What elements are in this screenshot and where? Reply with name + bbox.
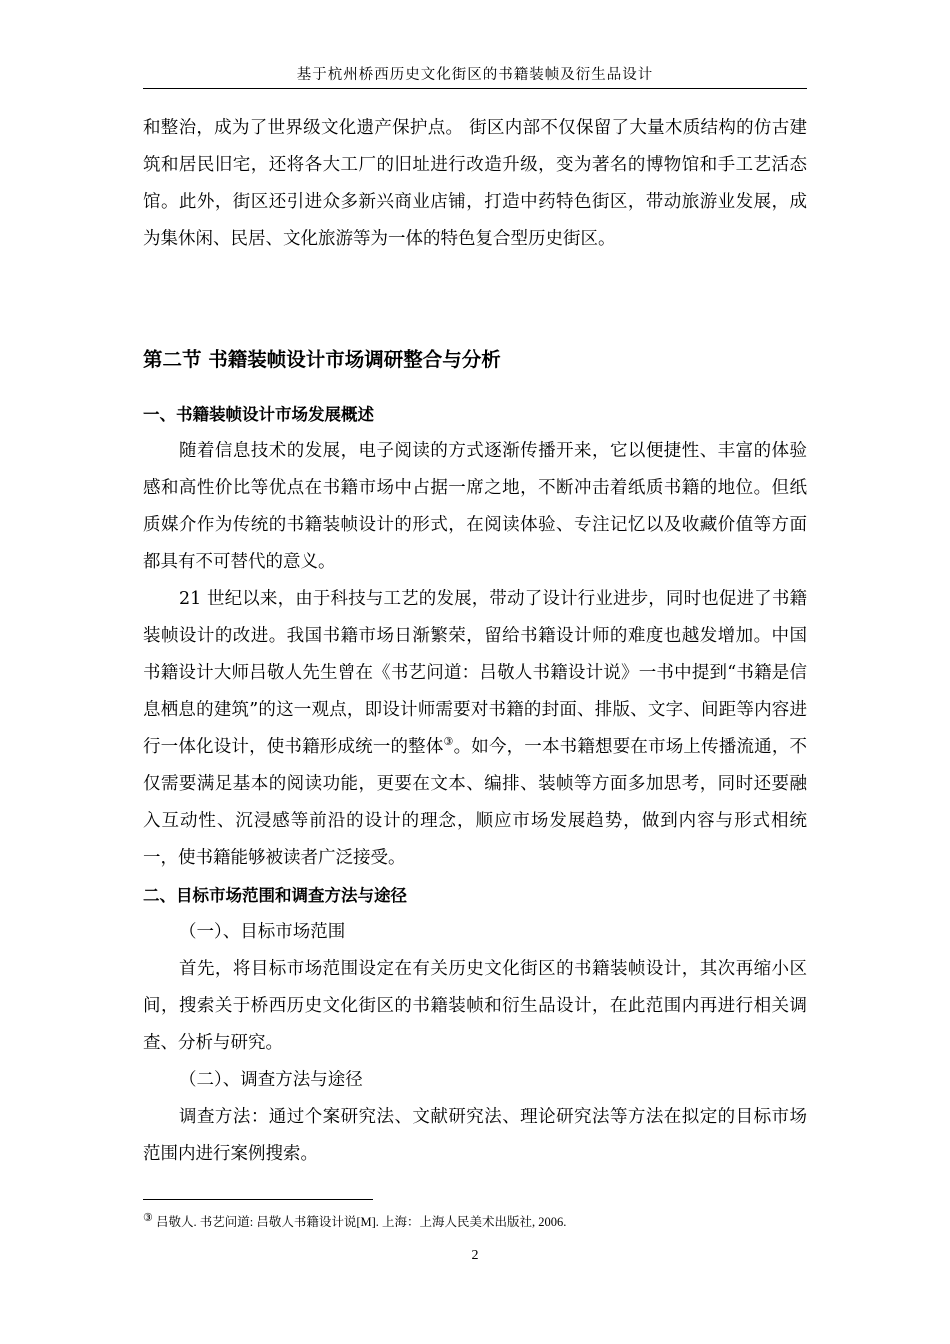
intro-block: [143, 110, 807, 258]
page-number: 2: [471, 1248, 479, 1263]
footnote-marker: ③: [143, 1211, 153, 1224]
paragraph-21st-century: [143, 581, 807, 877]
paragraph-digital-reading: 随着信息技术的发展，电子阅读的方式逐渐传播开来，它以便捷性、丰富的体验感和高性价比等优点在书籍市场中占据一席之地，不断冲击着纸质书籍的地位。但纸质媒介作为传统的书籍装帧设计的形式，在阅读体验、专注记忆以及收藏价值等方面都具有不可替代的意义。: [143, 441, 807, 572]
paragraph-text-b: 。如今，一本书籍想要在市场上传播流通，不仅需要满足基本的阅读功能，更要在文本、编排、装帧等方面多加思考，同时还要融入互动性、沉浸感等前沿的设计的理念，顺应市场发展趋势，做到内容与形式相统一，使书籍能够被读者广泛接受。: [143, 737, 807, 868]
item-title-target-market: （一）、目标市场范围: [179, 922, 346, 942]
subsection-heading-1: 一、书籍装帧设计市场发展概述: [143, 405, 374, 424]
footnote-divider: [143, 1199, 373, 1200]
item-title-methods: （二）、调查方法与途径: [179, 1070, 363, 1090]
footnote: [143, 1212, 566, 1230]
running-header: 基于杭州桥西历史文化街区的书籍装帧及衍生品设计: [143, 62, 807, 89]
paragraph-target-market: 首先，将目标市场范围设定在有关历史文化街区的书籍装帧设计，其次再缩小区间，搜索关于桥西历史文化街区的书籍装帧和衍生品设计，在此范围内再进行相关调查、分析与研究。: [143, 959, 807, 1053]
section-title: 第二节 书籍装帧设计市场调研整合与分析: [143, 348, 501, 371]
footnote-ref: ③: [443, 735, 454, 749]
section-body: [143, 396, 807, 1173]
subsection-heading-2: 二、目标市场范围和调查方法与途径: [143, 886, 407, 905]
paragraph-text-a: 21 世纪以来，由于科技与工艺的发展，带动了设计行业进步，同时也促进了书籍装帧设计的改进。我国书籍市场日渐繁荣，留给书籍设计师的难度也越发增加。中国书籍设计大师吕敬人先生曾在《书艺问道：吕敬人书籍设计说》一书中提到“书籍是信息栖息的建筑”的这一观点，即设计师需要对书籍的封面、排版、文字、间距等内容进行一体化设计，使书籍形成统一的整体: [143, 589, 807, 757]
paragraph-methods: 调查方法：通过个案研究法、文献研究法、理论研究法等方法在拟定的目标市场范围内进行案例搜索。: [143, 1107, 807, 1164]
footnote-text: 吕敬人. 书艺问道: 吕敬人书籍设计说[M]. 上海：上海人民美术出版社, 2006.: [152, 1215, 567, 1229]
intro-paragraph: 和整治，成为了世界级文化遗产保护点。 街区内部不仅保留了大量木质结构的仿古建筑和居民旧宅，还将各大工厂的旧址进行改造升级，变为著名的博物馆和手工艺活态馆。此外，街区还引进众多新兴商业店铺，打造中药特色街区，带动旅游业发展，成为集休闲、民居、文化旅游等为一体的特色复合型历史街区。: [143, 118, 807, 249]
